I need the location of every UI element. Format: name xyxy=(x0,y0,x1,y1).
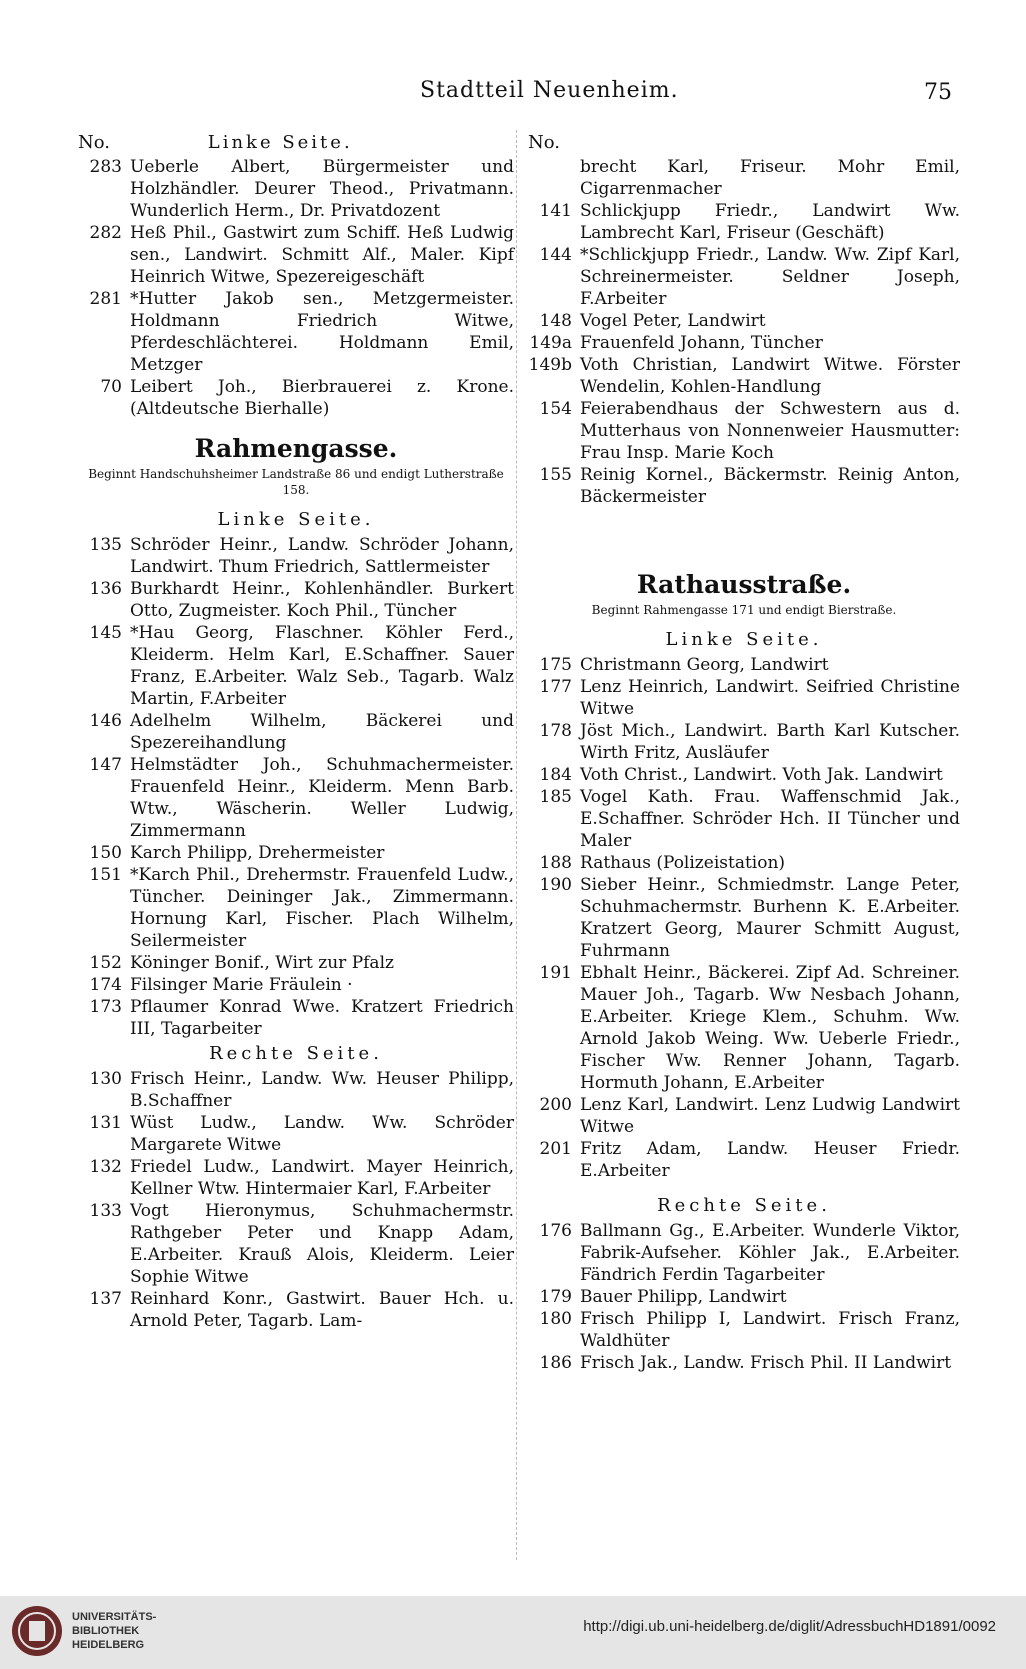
resident-text: Ballmann Gg., E.Arbeiter. Wunderle Viktor, Fabrik-Aufseher. Köhler Jak., E.Arbeiter. Fändrich Ferdin Tagarbeiter xyxy=(580,1221,960,1285)
address-entry xyxy=(528,1138,960,1182)
address-entry xyxy=(78,842,514,864)
resident-text: *Schlickjupp Friedr., Landw. Ww. Zipf Karl, Schreinermeister. Seldner Joseph, F.Arbeiter xyxy=(580,245,960,309)
house-number xyxy=(528,156,580,200)
address-entry xyxy=(528,874,960,962)
address-entry xyxy=(78,1200,514,1288)
house-number: 149a xyxy=(529,333,572,353)
address-entry xyxy=(78,1112,514,1156)
resident-text: Schröder Heinr., Landw. Schröder Johann, Landwirt. Thum Friedrich, Sattlermeister xyxy=(130,535,514,577)
address-entry xyxy=(528,398,960,464)
house-number: 178 xyxy=(539,721,572,741)
page-header xyxy=(0,78,1026,108)
resident-text: Frisch Philipp I, Landwirt. Frisch Franz, Waldhüter xyxy=(580,1309,960,1351)
side-label: Linke Seite. xyxy=(217,509,375,530)
house-number: 282 xyxy=(89,223,122,243)
house-number: 148 xyxy=(539,311,572,331)
house-number: 191 xyxy=(539,963,572,983)
address-entry xyxy=(78,156,514,222)
resident-text: Frauenfeld Johann, Tüncher xyxy=(580,333,823,353)
resident-text: *Karch Phil., Drehermstr. Frauenfeld Ludw., Tüncher. Deininger Jak., Zimmermann. Hornung Karl, Fischer. Plach Wilhelm, Seilermeister xyxy=(130,865,514,951)
address-entry xyxy=(78,578,514,622)
resident-text: Helmstädter Joh., Schuhmachermeister. Frauenfeld Heinr., Kleiderm. Menn Barb. Wtw., Wäscherin. Weller Ludwig, Zimmermann xyxy=(130,755,514,841)
address-entry xyxy=(528,764,960,786)
address-entry xyxy=(78,288,514,376)
house-number: 131 xyxy=(89,1113,122,1133)
street-heading: Rahmengasse. xyxy=(194,434,398,463)
resident-text: Vogel Kath. Frau. Waffenschmid Jak., E.Schaffner. Schröder Hch. II Tüncher und Maler xyxy=(580,787,960,851)
entry-list xyxy=(78,1068,514,1332)
resident-text: Heß Phil., Gastwirt zum Schiff. Heß Ludwig sen., Landwirt. Schmitt Alf., Maler. Kipf Heinrich Witwe, Spezereigeschäft xyxy=(130,223,514,287)
footer-bar xyxy=(0,1596,1026,1669)
address-entry xyxy=(528,676,960,720)
street-heading: Rathausstraße. xyxy=(636,570,852,599)
house-number: 70 xyxy=(100,377,122,397)
side-label: Linke Seite. xyxy=(665,629,823,650)
address-entry xyxy=(528,654,960,676)
resident-text: Fritz Adam, Landw. Heuser Friedr. E.Arbeiter xyxy=(580,1139,960,1181)
right-column xyxy=(528,130,960,1374)
resident-text: brecht Karl, Friseur. Mohr Emil, Cigarrenmacher xyxy=(580,157,960,199)
address-entry xyxy=(78,710,514,754)
resident-text: Frisch Heinr., Landw. Ww. Heuser Philipp, B.Schaffner xyxy=(130,1069,514,1111)
house-number: 200 xyxy=(539,1095,572,1115)
address-entry xyxy=(528,852,960,874)
house-number: 179 xyxy=(539,1287,572,1307)
address-entry xyxy=(78,222,514,288)
address-entry xyxy=(78,974,514,996)
address-entry xyxy=(528,1220,960,1286)
resident-text: Reinig Kornel., Bäckermstr. Reinig Anton, Bäckermeister xyxy=(580,465,960,507)
address-entry xyxy=(528,1308,960,1352)
resident-text: Friedel Ludw., Landwirt. Mayer Heinrich, Kellner Wtw. Hintermaier Karl, F.Arbeiter xyxy=(130,1157,514,1199)
house-number: 281 xyxy=(89,289,122,309)
address-entry xyxy=(78,952,514,974)
address-entry xyxy=(528,720,960,764)
no-label: No. xyxy=(78,132,110,153)
resident-text: Ueberle Albert, Bürgermeister und Holzhändler. Deurer Theod., Privatmann. Wunderlich Herm., Dr. Privatdozent xyxy=(130,157,514,221)
resident-text: Vogt Hieronymus, Schuhmachermstr. Rathgeber Peter und Knapp Adam, E.Arbeiter. Krauß Alois, Kleiderm. Leier Sophie Witwe xyxy=(130,1201,514,1287)
house-number: 186 xyxy=(539,1353,572,1373)
running-title: Stadtteil Neuenheim. xyxy=(420,78,679,103)
resident-text: Voth Christian, Landwirt Witwe. Förster Wendelin, Kohlen-Handlung xyxy=(580,355,960,397)
house-number: 136 xyxy=(89,579,122,599)
house-number: 190 xyxy=(539,875,572,895)
column-heading xyxy=(78,130,514,156)
resident-text: Schlickjupp Friedr., Landwirt Ww. Lambrecht Karl, Friseur (Geschäft) xyxy=(580,201,960,243)
address-entry xyxy=(528,464,960,508)
left-column xyxy=(78,130,514,1332)
house-number: 141 xyxy=(539,201,572,221)
house-number: 149b xyxy=(528,355,572,375)
address-entry xyxy=(78,996,514,1040)
column-divider xyxy=(516,130,518,1560)
resident-text: Vogel Peter, Landwirt xyxy=(580,311,766,331)
university-seal-icon xyxy=(10,1604,64,1658)
address-entry xyxy=(78,534,514,578)
resident-text: Feierabendhaus der Schwestern aus d. Mutterhaus von Nonnenweier Hausmutter: Frau Insp. Marie Koch xyxy=(580,399,960,463)
column-heading xyxy=(528,130,960,156)
address-entry xyxy=(528,1286,960,1308)
resident-text: Voth Christ., Landwirt. Voth Jak. Landwirt xyxy=(580,765,943,785)
resident-text: Leibert Joh., Bierbrauerei z. Krone. (Altdeutsche Bierhalle) xyxy=(130,377,514,419)
house-number: 283 xyxy=(89,157,122,177)
resident-text: Bauer Philipp, Landwirt xyxy=(580,1287,787,1307)
side-label: Rechte Seite. xyxy=(209,1043,383,1064)
house-number: 174 xyxy=(89,975,122,995)
resident-text: Lenz Heinrich, Landwirt. Seifried Christine Witwe xyxy=(580,677,960,719)
house-number: 144 xyxy=(539,245,572,265)
address-entry xyxy=(78,376,514,420)
address-entry xyxy=(78,754,514,842)
entry-list xyxy=(78,534,514,1040)
entry-list xyxy=(528,1220,960,1374)
house-number: 132 xyxy=(89,1157,122,1177)
house-number: 180 xyxy=(539,1309,572,1329)
house-number: 137 xyxy=(89,1289,122,1309)
house-number: 133 xyxy=(89,1201,122,1221)
side-label: Linke Seite. xyxy=(207,132,353,153)
resident-text: *Hutter Jakob sen., Metzgermeister. Holdmann Friedrich Witwe, Pferdeschlächterei. Holdmann Emil, Metzger xyxy=(130,289,514,375)
resident-text: Reinhard Konr., Gastwirt. Bauer Hch. u. Arnold Peter, Tagarb. Lam- xyxy=(130,1289,514,1331)
resident-text: Köninger Bonif., Wirt zur Pfalz xyxy=(130,953,394,973)
address-entry xyxy=(528,244,960,310)
address-entry xyxy=(528,786,960,852)
resident-text: Adelhelm Wilhelm, Bäckerei und Spezereihandlung xyxy=(130,711,514,753)
library-name: UNIVERSITÄTS- BIBLIOTHEK HEIDELBERG xyxy=(72,1611,157,1651)
resident-text: Burkhardt Heinr., Kohlenhändler. Burkert Otto, Zugmeister. Koch Phil., Tüncher xyxy=(130,579,514,621)
entry-list xyxy=(78,156,514,420)
house-number: 145 xyxy=(89,623,122,643)
address-entry xyxy=(528,1352,960,1374)
address-entry xyxy=(528,332,960,354)
house-number: 154 xyxy=(539,399,572,419)
house-number: 177 xyxy=(539,677,572,697)
resident-text: Ebhalt Heinr., Bäckerei. Zipf Ad. Schreiner. Mauer Joh., Tagarb. Ww Nesbach Johann, E.Arbeiter. Kriege Klem., Schuhm. Ww. Arnold Jakob Weing. Ww. Ueberle Friedr., Fischer Ww. Renner Johann, Tagarb. Hormuth Johann, E.Arbeiter xyxy=(580,963,960,1093)
entry-list xyxy=(528,654,960,1182)
address-entry xyxy=(528,354,960,398)
address-entry xyxy=(78,864,514,952)
resident-text: Frisch Jak., Landw. Frisch Phil. II Landwirt xyxy=(580,1353,952,1373)
house-number: 155 xyxy=(539,465,572,485)
house-number: 173 xyxy=(89,997,122,1017)
entry-list xyxy=(528,156,960,508)
house-number: 176 xyxy=(539,1221,572,1241)
resident-text: Karch Philipp, Drehermeister xyxy=(130,843,385,863)
address-entry xyxy=(528,962,960,1094)
resident-text: *Hau Georg, Flaschner. Köhler Ferd., Kleiderm. Helm Karl, E.Schaffner. Sauer Franz, E.Arbeiter. Walz Seb., Tagarb. Walz Martin, F.Arbeiter xyxy=(130,623,514,709)
address-entry xyxy=(78,1068,514,1112)
no-label: No. xyxy=(528,132,560,153)
resident-text: Lenz Karl, Landwirt. Lenz Ludwig Landwirt Witwe xyxy=(580,1095,960,1137)
house-number: 147 xyxy=(89,755,122,775)
page-number: 75 xyxy=(924,80,952,105)
address-entry xyxy=(528,1094,960,1138)
resident-text: Pflaumer Konrad Wwe. Kratzert Friedrich III, Tagarbeiter xyxy=(130,997,514,1039)
address-entry xyxy=(78,622,514,710)
resident-text: Sieber Heinr., Schmiedmstr. Lange Peter, Schuhmachermstr. Burhenn K. E.Arbeiter. Kratzert Georg, Maurer Schmitt August, Fuhrmann xyxy=(580,875,960,961)
source-url: http://digi.ub.uni-heidelberg.de/diglit/AdressbuchHD1891/0092 xyxy=(583,1618,996,1635)
house-number: 146 xyxy=(89,711,122,731)
house-number: 152 xyxy=(89,953,122,973)
house-number: 151 xyxy=(89,865,122,885)
side-label: Rechte Seite. xyxy=(657,1195,831,1216)
house-number: 150 xyxy=(89,843,122,863)
address-entry xyxy=(78,1156,514,1200)
resident-text: Filsinger Marie Fräulein · xyxy=(130,975,353,995)
address-entry xyxy=(528,310,960,332)
resident-text: Rathaus (Polizeistation) xyxy=(580,853,786,873)
street-description: Beginnt Rahmengasse 171 und endigt Bierstraße. xyxy=(591,603,897,617)
resident-text: Christmann Georg, Landwirt xyxy=(580,655,829,675)
house-number: 184 xyxy=(539,765,572,785)
resident-text: Wüst Ludw., Landw. Ww. Schröder Margarete Witwe xyxy=(130,1113,514,1155)
street-description: Beginnt Handschuhsheimer Landstraße 86 und endigt Lutherstraße 158. xyxy=(88,467,504,497)
house-number: 135 xyxy=(89,535,122,555)
house-number: 130 xyxy=(89,1069,122,1089)
house-number: 175 xyxy=(539,655,572,675)
address-entry xyxy=(78,1288,514,1332)
resident-text: Jöst Mich., Landwirt. Barth Karl Kutscher. Wirth Fritz, Ausläufer xyxy=(580,721,960,763)
house-number: 201 xyxy=(539,1139,572,1159)
address-entry xyxy=(528,200,960,244)
house-number: 188 xyxy=(539,853,572,873)
house-number: 185 xyxy=(539,787,572,807)
address-entry xyxy=(528,156,960,200)
